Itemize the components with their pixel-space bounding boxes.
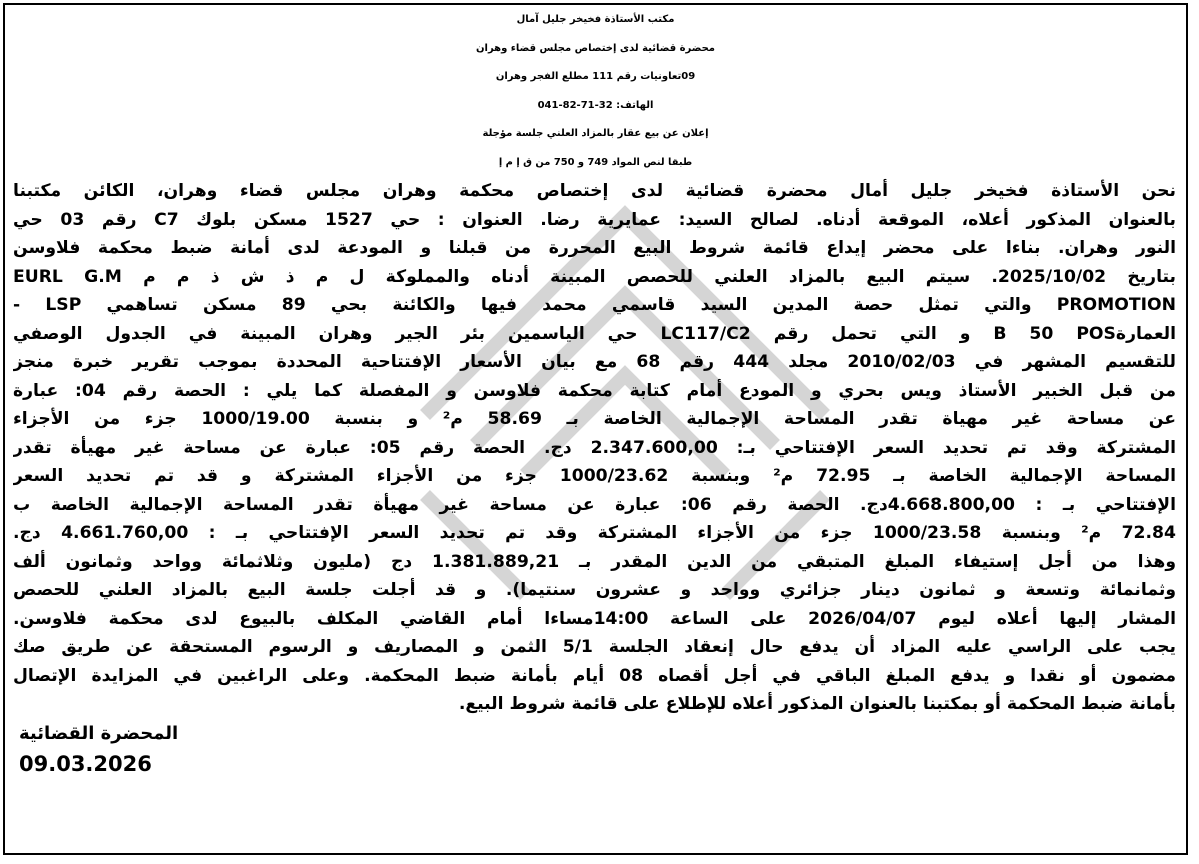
office-name: مكتب الأستاذة فخيخر جليل آمال: [516, 14, 675, 25]
body-line: للتقسيم المشهر في 2010/02/03 مجلد 444 رقم 68 مع بيان الأسعار الإفتتاحية المحددة بموجب تقرير خبرة منجز: [13, 352, 1176, 372]
legal-basis: طبقا لنص المواد 749 و 750 من ق إ م إ: [498, 156, 693, 168]
body-line: نحن الأستاذة فخيخر جليل أمال محضرة قضائية لدى إختصاص محكمة وهران مجلس قضاء وهران، الكائن مكتبنا: [13, 181, 1176, 201]
body-line: وهذا من أجل إستيفاء المبلغ المتبقي من الدين المقدر بـ 1.381.889,21 دج (مليون وثلاثمائة وواحد وثمانون ألف: [13, 551, 1176, 572]
body-line: بأمانة ضبط المحكمة أو بمكتبنا بالعنوان المذكور أعلاه للإطلاع على قائمة شروط البيع.: [458, 694, 1176, 714]
body-line: يجب على الراسي عليه المزاد أن يدفع حال إنعقاد الجلسة 5/1 الثمن و المصاريف و الرسوم المستحقة عن طريق صك: [13, 637, 1176, 657]
signature-date: 09.03.2026: [19, 751, 152, 776]
body-line: من قبل الخبير الأستاذ ويس بحري و المودع أمام كتابة محكمة فلاوسن و المفصلة كما يلي : الحصة رقم 04: عبارة: [13, 380, 1176, 401]
signature-role: المحضرة القضائية: [19, 722, 179, 744]
body-line: عن مساحة غير مهياة تقدر المساحة الإجمالية الخاصة بـ 58.69 م² و بنسبة 1000/19.00 جزء من الأجزاء: [13, 409, 1176, 429]
office-phone: الهاتف: 32-71-82-041: [537, 99, 654, 111]
notice-header: [5, 5, 1186, 177]
body-line: PROMOTION والتي تمثل حصة المدين السيد قاسمي محمد فيها والكائنة بحي 89 مسكن تساهمي LSP -: [13, 295, 1176, 315]
signature-block: [5, 719, 1186, 779]
body-line: العمارةB 50 POS و التي تحمل رقم LC117/C2 حي الياسمين بئر الجير وهران المبينة في الجدول الوصفي: [13, 323, 1176, 344]
body-line: 72.84 م² وبنسبة 1000/23.58 جزء من الأجزاء المشتركة وقد تم تحديد السعر الإفتتاحي بـ : 4.661.760,00 دج.: [13, 523, 1176, 543]
notice-body: [5, 177, 1186, 719]
body-line: مضمون أو نقدا و يدفع المبلغ الباقي في أجل أقصاه 08 أيام بأمانة ضبط المحكمة. وعلى الراغبين في المزايدة الإتصال: [13, 665, 1176, 686]
body-line: بالعنوان المذكور أعلاه، الموقعة أدناه. لصالح السيد: عمايرية رضا. العنوان : حي 1527 مسكن بلوك C7 رقم 03 حي: [13, 209, 1176, 230]
body-line: المشتركة وقد تم تحديد السعر الإفتتاحي بـ: 2.347.600,00 دج. الحصة رقم 05: عبارة عن مساحة غير مهيأة تقدر: [13, 437, 1176, 458]
body-line: بتاريخ 2025/10/02. سيتم البيع بالمزاد العلني للحصص المبينة أدناه والمملوكة ل م ذ ش ذ م م EURL G.M: [13, 266, 1176, 287]
body-line: المشار إليها أعلاه ليوم 2026/04/07 على الساعة 14:00مساءا أمام القاضي المكلف بالبيوع لدى محكمة فلاوسن.: [13, 608, 1176, 629]
office-title: محضرة قضائية لدى إختصاص مجلس قضاء وهران: [475, 42, 715, 54]
announcement-title: إعلان عن بيع عقار بالمزاد العلني جلسة مؤجلة: [482, 128, 709, 139]
body-line: المساحة الإجمالية الخاصة بـ 72.95 م² وبنسبة 1000/23.62 جزء من الأجزاء المشتركة و قد تم تحديد السعر: [13, 466, 1176, 486]
office-address: 09تعاونيات رقم 111 مطلع الفجر وهران: [495, 71, 696, 82]
body-line: وثمانمائة وتسعة و ثمانون دينار جزائري وواحد و عشرون سنتيما). و قد أجلت جلسة البيع بالمزاد العلني للحصص: [13, 580, 1176, 600]
body-line: الإفتتاحي بـ : 4.668.800,00دج. الحصة رقم 06: عبارة عن مساحة غير مهيأة تقدر المساحة الإجمالية الخاصة ب: [13, 494, 1176, 515]
legal-notice: [3, 3, 1188, 855]
body-line: النور وهران. بناءا على محضر إيداع قائمة شروط البيع المحررة من قبلنا و المودعة لدى أمانة ضبط محكمة فلاوسن: [13, 238, 1176, 258]
